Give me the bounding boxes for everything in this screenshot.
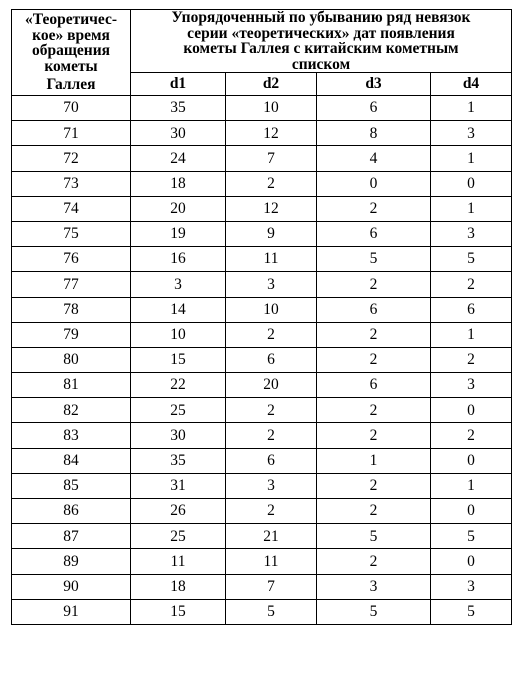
cell-d4: 0 bbox=[431, 549, 512, 574]
table-row bbox=[12, 398, 512, 423]
cell-d3: 2 bbox=[317, 549, 431, 574]
cell-d3: 2 bbox=[317, 398, 431, 423]
cell-d3: 4 bbox=[317, 146, 431, 171]
residuals-header-line: Упорядоченный по убыванию ряд невязок bbox=[171, 9, 471, 26]
column-header-d1: d1 bbox=[131, 73, 226, 96]
cell-d2: 2 bbox=[226, 322, 317, 347]
cell-d4: 0 bbox=[431, 398, 512, 423]
cell-period: 80 bbox=[12, 347, 131, 372]
cell-d3: 2 bbox=[317, 196, 431, 221]
cell-d2: 2 bbox=[226, 398, 317, 423]
table-row bbox=[12, 599, 512, 624]
cell-d2: 11 bbox=[226, 549, 317, 574]
cell-d3: 8 bbox=[317, 121, 431, 146]
cell-d4: 1 bbox=[431, 473, 512, 498]
cell-d2: 6 bbox=[226, 448, 317, 473]
table-row bbox=[12, 373, 512, 398]
cell-period: 77 bbox=[12, 272, 131, 297]
residuals-header-line: серии «теоретических» дат появления bbox=[187, 24, 455, 42]
period-header bbox=[12, 10, 131, 96]
cell-d1: 3 bbox=[131, 272, 226, 297]
cell-d1: 18 bbox=[131, 171, 226, 196]
table-row bbox=[12, 297, 512, 322]
table-row bbox=[12, 196, 512, 221]
cell-d1: 26 bbox=[131, 499, 226, 524]
cell-d3: 5 bbox=[317, 599, 431, 624]
cell-d1: 25 bbox=[131, 398, 226, 423]
cell-d1: 16 bbox=[131, 247, 226, 272]
cell-d3: 2 bbox=[317, 423, 431, 448]
cell-d1: 25 bbox=[131, 524, 226, 549]
cell-d3: 6 bbox=[317, 96, 431, 121]
cell-d1: 30 bbox=[131, 423, 226, 448]
table-row bbox=[12, 448, 512, 473]
cell-d2: 2 bbox=[226, 423, 317, 448]
cell-d4: 3 bbox=[431, 373, 512, 398]
cell-d3: 2 bbox=[317, 322, 431, 347]
residuals-table bbox=[11, 9, 512, 625]
table-row bbox=[12, 549, 512, 574]
cell-d4: 6 bbox=[431, 297, 512, 322]
table-row bbox=[12, 171, 512, 196]
cell-period: 90 bbox=[12, 574, 131, 599]
table-row bbox=[12, 121, 512, 146]
cell-period: 83 bbox=[12, 423, 131, 448]
cell-d1: 15 bbox=[131, 599, 226, 624]
cell-d2: 2 bbox=[226, 499, 317, 524]
cell-period: 78 bbox=[12, 297, 131, 322]
cell-d2: 7 bbox=[226, 146, 317, 171]
cell-period: 84 bbox=[12, 448, 131, 473]
table-row bbox=[12, 574, 512, 599]
table-row bbox=[12, 499, 512, 524]
cell-period: 82 bbox=[12, 398, 131, 423]
cell-d3: 6 bbox=[317, 297, 431, 322]
table-row bbox=[12, 524, 512, 549]
residuals-header-line: кометы Галлея с китайским кометным bbox=[183, 40, 459, 57]
period-header-line: обращения bbox=[31, 42, 111, 60]
cell-d4: 5 bbox=[431, 247, 512, 272]
cell-d1: 11 bbox=[131, 549, 226, 574]
cell-period: 73 bbox=[12, 171, 131, 196]
cell-d1: 30 bbox=[131, 121, 226, 146]
table-row bbox=[12, 146, 512, 171]
cell-d3: 1 bbox=[317, 448, 431, 473]
cell-d1: 20 bbox=[131, 196, 226, 221]
cell-d1: 24 bbox=[131, 146, 226, 171]
cell-d3: 5 bbox=[317, 247, 431, 272]
cell-d2: 6 bbox=[226, 347, 317, 372]
cell-d3: 2 bbox=[317, 272, 431, 297]
table-row bbox=[12, 247, 512, 272]
cell-d4: 1 bbox=[431, 96, 512, 121]
table-header-row bbox=[12, 10, 512, 73]
cell-period: 89 bbox=[12, 549, 131, 574]
cell-d2: 9 bbox=[226, 221, 317, 246]
cell-d4: 0 bbox=[431, 499, 512, 524]
cell-period: 81 bbox=[12, 373, 131, 398]
cell-d2: 20 bbox=[226, 373, 317, 398]
cell-d4: 1 bbox=[431, 322, 512, 347]
residuals-header-line: списком bbox=[291, 55, 351, 73]
cell-d3: 6 bbox=[317, 221, 431, 246]
cell-period: 85 bbox=[12, 473, 131, 498]
cell-d4: 3 bbox=[431, 574, 512, 599]
cell-d3: 2 bbox=[317, 473, 431, 498]
column-header-d4: d4 bbox=[431, 73, 512, 96]
cell-period: 76 bbox=[12, 247, 131, 272]
cell-d4: 1 bbox=[431, 146, 512, 171]
column-header-d2: d2 bbox=[226, 73, 317, 96]
cell-d4: 0 bbox=[431, 171, 512, 196]
table-row bbox=[12, 272, 512, 297]
table-row bbox=[12, 221, 512, 246]
cell-d3: 2 bbox=[317, 499, 431, 524]
cell-d3: 6 bbox=[317, 373, 431, 398]
cell-d1: 22 bbox=[131, 373, 226, 398]
period-header-line: кометы bbox=[44, 57, 98, 75]
cell-d4: 5 bbox=[431, 599, 512, 624]
cell-period: 70 bbox=[12, 96, 131, 121]
cell-d2: 3 bbox=[226, 473, 317, 498]
cell-d4: 1 bbox=[431, 196, 512, 221]
cell-d1: 10 bbox=[131, 322, 226, 347]
table-body bbox=[12, 96, 512, 625]
cell-period: 87 bbox=[12, 524, 131, 549]
period-header-line: Галлея bbox=[46, 76, 96, 94]
cell-d4: 2 bbox=[431, 272, 512, 297]
table-row bbox=[12, 322, 512, 347]
cell-d1: 14 bbox=[131, 297, 226, 322]
cell-d2: 11 bbox=[226, 247, 317, 272]
residuals-header bbox=[131, 10, 512, 73]
cell-period: 75 bbox=[12, 221, 131, 246]
cell-period: 91 bbox=[12, 599, 131, 624]
column-header-d3: d3 bbox=[317, 73, 431, 96]
cell-d1: 35 bbox=[131, 96, 226, 121]
cell-d3: 2 bbox=[317, 347, 431, 372]
cell-d2: 12 bbox=[226, 196, 317, 221]
cell-d4: 2 bbox=[431, 347, 512, 372]
cell-d1: 35 bbox=[131, 448, 226, 473]
cell-period: 71 bbox=[12, 121, 131, 146]
cell-d1: 15 bbox=[131, 347, 226, 372]
cell-d4: 2 bbox=[431, 423, 512, 448]
cell-d4: 3 bbox=[431, 221, 512, 246]
cell-d2: 10 bbox=[226, 96, 317, 121]
cell-d1: 31 bbox=[131, 473, 226, 498]
table-row bbox=[12, 347, 512, 372]
cell-period: 72 bbox=[12, 146, 131, 171]
cell-period: 74 bbox=[12, 196, 131, 221]
cell-d3: 0 bbox=[317, 171, 431, 196]
period-header-line: «Теоретичес- bbox=[24, 11, 118, 29]
cell-d4: 5 bbox=[431, 524, 512, 549]
cell-d2: 21 bbox=[226, 524, 317, 549]
cell-d2: 12 bbox=[226, 121, 317, 146]
cell-d2: 2 bbox=[226, 171, 317, 196]
cell-d2: 5 bbox=[226, 599, 317, 624]
cell-d4: 3 bbox=[431, 121, 512, 146]
cell-d3: 5 bbox=[317, 524, 431, 549]
cell-d2: 7 bbox=[226, 574, 317, 599]
cell-period: 79 bbox=[12, 322, 131, 347]
table-row bbox=[12, 423, 512, 448]
cell-d2: 10 bbox=[226, 297, 317, 322]
cell-d1: 19 bbox=[131, 221, 226, 246]
cell-d4: 0 bbox=[431, 448, 512, 473]
cell-d3: 3 bbox=[317, 574, 431, 599]
cell-period: 86 bbox=[12, 499, 131, 524]
period-header-line: кое» время bbox=[32, 26, 110, 44]
table-row bbox=[12, 96, 512, 121]
cell-d1: 18 bbox=[131, 574, 226, 599]
table-row bbox=[12, 473, 512, 498]
cell-d2: 3 bbox=[226, 272, 317, 297]
